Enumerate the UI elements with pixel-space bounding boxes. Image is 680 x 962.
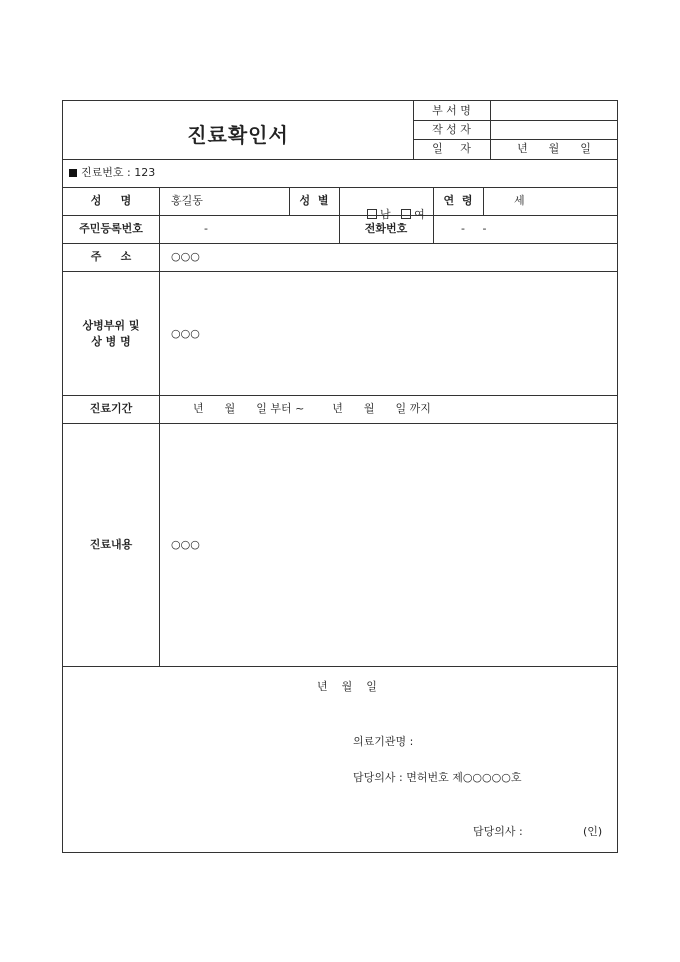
name-label: 성 명 (90, 194, 132, 207)
dept-value[interactable] (493, 104, 613, 118)
doctor-license[interactable]: 담당의사 : 면허번호 제○○○○○호 (353, 771, 522, 784)
date-label: 일 자 (432, 142, 471, 155)
address-value[interactable]: ○○○ (171, 250, 200, 263)
sex-options: 남 여 (353, 194, 425, 236)
dept-label: 부 서 명 (432, 104, 471, 117)
rrn-value[interactable]: - (204, 222, 208, 235)
sex-label: 성 별 (299, 194, 329, 207)
phone-label: 전화번호 (364, 222, 408, 235)
diagnosis-label-line1: 상병부위 및 (82, 319, 140, 332)
document-title: 진료확인서 (187, 123, 289, 147)
bullet-square-icon (69, 169, 77, 177)
male-checkbox[interactable] (367, 209, 377, 219)
female-checkbox[interactable] (401, 209, 411, 219)
writer-value[interactable] (493, 123, 613, 137)
footer-date[interactable]: 년 월 일 (317, 680, 377, 693)
age-label: 연 령 (443, 194, 473, 207)
period-value[interactable]: 년 월 일 부터 ~ 년 월 일 까지 (193, 402, 431, 415)
age-value[interactable]: 세 (514, 194, 525, 207)
diagnosis-value[interactable]: ○○○ (171, 327, 200, 340)
date-value[interactable]: 년 월 일 (517, 142, 591, 155)
name-value[interactable]: 홍길동 (171, 194, 203, 207)
phone-value[interactable]: - - (461, 222, 487, 235)
institution-name[interactable]: 의료기관명 : (353, 735, 414, 748)
confirmation-form (62, 100, 618, 853)
seal-mark: (인) (583, 825, 603, 838)
diagnosis-label-line2: 상 병 명 (91, 335, 131, 348)
content-value[interactable]: ○○○ (171, 538, 200, 551)
rrn-label: 주민등록번호 (79, 222, 143, 235)
record-number: 진료번호 : 123 (69, 166, 155, 180)
writer-label: 작 성 자 (432, 123, 471, 136)
content-label: 진료내용 (89, 538, 133, 551)
address-label: 주 소 (90, 250, 132, 263)
doctor-signature-label[interactable]: 담당의사 : (473, 825, 523, 838)
period-label: 진료기간 (89, 402, 133, 415)
